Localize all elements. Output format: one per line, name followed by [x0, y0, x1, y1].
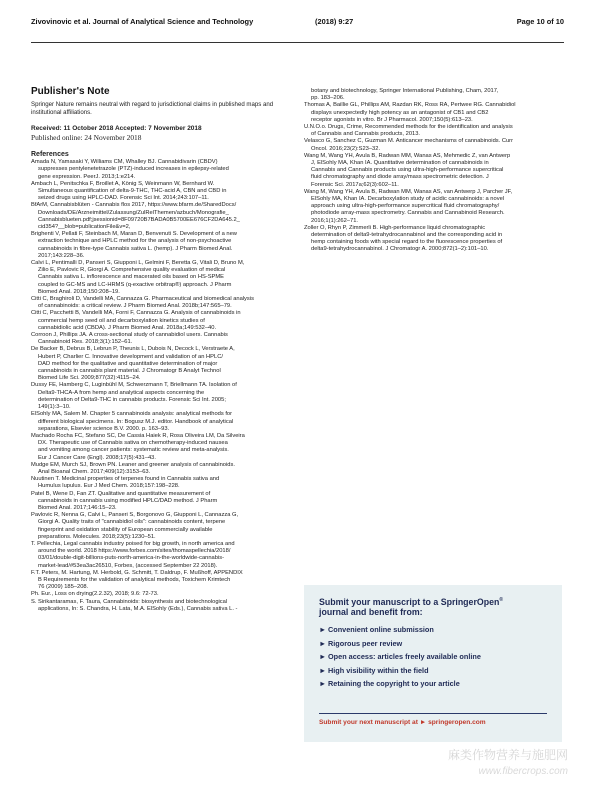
reference-item: U.N.O.o. Drugs, Crime, Recommended methods for the identification and analysis of Cannabis and Cannabis products, 2013. — [304, 124, 513, 138]
promo-benefit-item — [319, 639, 481, 653]
watermark-url: www.fibercrops.com — [478, 766, 568, 777]
left-column — [31, 86, 293, 613]
reference-item: ElSohly MA, Salem M. Chapter 5 cannabinoids analysis: analytical methods for different biological specimens. In: Bogusz M.J. editor. Handbook of analytical separations, Elsevier science B.V. 2000. p. 163–93. — [31, 411, 234, 432]
reference-item: Citti C, Pacchetti B, Vandelli MA, Forni F, Cannazza G. Analysis of cannabinoids in commercial hemp seed oil and decarboxylation kinetics studies of cannabidiolic acid (CBDA). J Pharm Biomed Anal. 2018a;149:532–40. — [31, 310, 241, 331]
reference-item: Amada N, Yamasaki Y, Williams CM, Whalley BJ. Cannabidivarin (CBDV) suppresses pentylenetetrazole (PTZ)-induced increases in epilepsy-related gene expression. PeerJ. 2013;1:e214. — [31, 159, 229, 180]
promo-title: Submit your manuscript to a SpringerOpen® journal and benefit from: — [319, 596, 504, 618]
header-year: (2018) 9:27 — [315, 17, 354, 26]
promo-benefit-item — [319, 652, 481, 666]
reference-item: Corroon J, Phillips JA. A cross-sectional study of cannabidiol users. Cannabis Cannabinoid Res. 2018;3(1):152–61. — [31, 332, 228, 346]
reference-item: Wang M, Wang YH, Avula B, Radwan MM, Wanas AS, Mehmedic Z, van Antwerp J, ElSohly MA, Khan IA. Quantitative determination of cannabinoids in Cannabis and Cannabis products using ultra-high-performance supercritical fluid chromatography and diode array/mass spectrometric detection. J Forensic Sci. 2017a;62(3):602–11. — [304, 152, 511, 188]
promo-benefits-list — [319, 625, 481, 693]
promo-benefit-label: Convenient online submission — [328, 625, 434, 634]
promo-benefit-item — [319, 679, 481, 693]
arrow-icon: ► — [319, 638, 327, 648]
reference-item: Nuutinen T. Medicinal properties of terpenes found in Cannabis sativa and Humulus lupulus. Eur J Med Chem. 2018;157:198–228. — [31, 476, 220, 490]
publisher-note-title: Publisher's Note — [31, 86, 110, 97]
arrow-icon: ► — [319, 652, 327, 662]
reference-item: Ph. Eur., Loss on drying(2.2.32), 2018; 9.6: 72-73. — [31, 591, 159, 598]
running-header — [31, 17, 564, 29]
reference-item: F.T. Peters, M. Hartung, M. Herbold, G. Schmitt, T. Daldrup, F. Mußhoff, APPENDIX B Requirements for the validation of analytical methods, Toxichem Krimtech 76 (2009) 185–208. — [31, 569, 243, 591]
references-list-left — [31, 159, 293, 613]
promo-benefit-label: Retaining the copyright to your article — [328, 679, 460, 689]
promo-benefit-label: High visibility within the field — [328, 665, 429, 675]
reference-item: Machado Rocha FC, Stefano SC, De Cassia Haiek R, Rosa Oliveira LM, Da Silveira DX. Therapeutic use of Cannabis sativa on chemotherapy-induced nausea and vomiting among cancer patients: systematic review and meta-analysis. Eur J Cancer Care (Engl). 2008;17(5):431–43. — [31, 432, 245, 461]
springeropen-promo-box[interactable] — [304, 585, 562, 742]
promo-benefit-item — [319, 625, 481, 639]
reference-item: Patel B, Wene D, Fan ZT. Qualitative and quantitative measurement of cannabinoids in cannabis using modified HPLC/DAD method. J Pharm Biomed Anal. 2017;146:15–23. — [31, 490, 218, 511]
reference-continuation: botany and biotechnology, Springer International Publishing, Cham, 2017, pp. 183–206. — [311, 88, 499, 102]
watermark-chinese: 麻类作物营养与施肥网 — [447, 748, 568, 762]
reference-item: Thomas A, Baillie GL, Phillips AM, Razdan RK, Ross RA, Pertwee RG. Cannabidiol displays unexpectedly high potency as an antagonist of CB1 and CB2 receptor agonists in vitro. Br J Pharmacol. 2007;150(5):613–23. — [304, 102, 516, 123]
references-list-right — [304, 102, 566, 253]
promo-divider — [319, 713, 547, 714]
publisher-note-text: Springer Nature remains neutral with regard to jurisdictional claims in published maps and institutional affiliations. — [31, 101, 274, 116]
header-page-number: Page 10 of 10 — [516, 17, 564, 26]
reference-item: Brighenti V, Pellati F, Steinbach M, Maran D, Benvenuti S. Development of a new extraction technique and HPLC method for the analysis of non-psychoactive cannabinoids in fibre-type Cannabis sativa L. (hemp). J Pharm Biomed Anal. 2017;143:228–36. — [31, 231, 237, 259]
reference-item: Calvi L, Pentimalli D, Panseri S, Giupponi L, Gelmini F, Beretta G, Vitali D, Bruno M, Zilio E, Pavlovic R, Giorgi A. Comprehensive quality evaluation of medical Cannabis sativa L. inflorescence and macerated oils based on HS-SPME coupled to GC-MS and LC-HRMS (q-exactive orbitrap®) approach. J Pharm Biomed Anal. 2018;150:208–19. — [31, 260, 245, 295]
promo-benefit-label: Open access: articles freely available online — [328, 652, 481, 662]
arrow-icon: ► — [319, 625, 327, 634]
arrow-icon: ► — [319, 665, 327, 675]
reference-item: Dussy FE, Hamberg C, Luginbühl M, Schwerzmann T, Briellmann TA. Isolation of Delta9-THCA-A from hemp and analytical aspects concerning the determination of Delta9-THC in cannabis products. Forensic Sci Int. 2005; 149(1):3–10. — [31, 382, 237, 411]
right-column — [304, 88, 566, 254]
reference-item: Velasco G, Sanchez C, Guzman M. Anticancer mechanisms of cannabinoids. Curr Oncol. 2016;23(2):S23–32. — [304, 138, 514, 152]
reference-item: BfArM, Cannabisblüten - Cannabis flos 2017, https://www.bfarm.de/SharedDocs/ Downloads/DE/Arzneimittel/Zulassung/ZulRelThemen/azbuch/Monografie_ Cannabisblueten.pdf;jsessionid=8F09720B7BADA0B5700EE676CF2DA645.2_ cid354?__blob=publicationFile&v=2, — [31, 202, 240, 231]
promo-submit-link[interactable]: Submit your next manuscript at ► springeropen.com — [319, 719, 486, 726]
references-heading: References — [31, 151, 69, 159]
reference-item: Citti C, Braghiroli D, Vandelli MA, Cannazza G. Pharmaceutical and biomedical analysis of cannabinoids: a critical review. J Pharm Biomed Anal. 2018b;147:565–79. — [31, 296, 254, 310]
published-online-date: Published online: 24 November 2018 — [31, 133, 142, 143]
reference-item: Zoller O, Rhyn P, Zimmerli B. High-performance liquid chromatographic determination of delta9-tetrahydrocannabinol and the corresponding acid in hemp containing foods with special regard to the fluorescence properties of delta9-tetrahydrocannabinol. J Chromatogr A. 2000;872(1–2):101–10. — [304, 224, 503, 253]
reference-item: Ambach L, Penitschka F, Broillet A, König S, Weinmann W, Bernhard W. Simultaneous quantification of delta-9-THC, THC-acid A, CBN and CBD in seized drugs using HPLC-DAD. Forensic Sci Int. 2014;243:107–11. — [31, 180, 227, 202]
reference-item: Mudge EM, Murch SJ, Brown PN. Leaner and greener analysis of cannabinoids. Anal Bioanal Chem. 2017;409(12):3153–63. — [31, 461, 235, 475]
promo-benefit-item — [319, 666, 481, 680]
header-citation: Zivovinovic et al. Journal of Analytical Science and Technology — [31, 17, 254, 26]
promo-benefit-label: Rigorous peer review — [328, 638, 403, 648]
reference-item: Wang M, Wang YH, Avula B, Radwan MM, Wanas AS, van Antwerp J, Parcher JF, ElSohly MA, Khan IA. Decarboxylation study of acidic cannabinoids: a novel approach using ultra-high-performance supercritical fluid chromatography/ photodiode array-mass spectrometry. Cannabis and Cannabinoid Research. 2016;1(1):262–71. — [304, 188, 513, 224]
reference-item: Pavlovic R, Nenna G, Calvi L, Panseri S, Borgonovo G, Giupponi L, Cannazza G, Giorgi A. Quality traits of "cannabidiol oils": cannabinoids content, terpene fingerprint and oxidation stability of European commercially available preparations. Molecules. 2018;23(5):1230–51. — [31, 512, 239, 540]
reference-item: T. Pellechia, Legal cannabis industry poised for big growth, in north america and around the world. 2018 https://www.forbes.com/sites/thomaspellechia/2018/ 03/01/double-digit-billions-puts-north-america-in-the-worldwide-cannabis- market-lead/#53ea3ac26510, Forbes, (accessed September 22 2018). — [31, 540, 235, 569]
reference-item: De Backer B, Debrus B, Lebrun P, Theunis L, Dubois N, Decock L, Verstraete A, Hubert P, Charlier C. Innovative development and validation of an HPLC/ DAD method for the qualitative and quantitative determination of major cannabinoids in cannabis plant material. J Chromatogr B Analyt Technol Biomed Life Sci. 2009;877(32):4115–24. — [31, 346, 235, 382]
arrow-icon: ► — [319, 679, 327, 689]
reference-item: S. Sirikantaramas, F. Taura, Cannabinoids: biosynthesis and biotechnological applications, In: S. Chandra, H. Lata, M.A. ElSohly (Eds.), Cannabis sativa L. - — [31, 598, 238, 612]
header-rule — [31, 42, 564, 43]
received-accepted-dates: Received: 11 October 2018 Accepted: 7 November 2018 — [31, 125, 202, 133]
